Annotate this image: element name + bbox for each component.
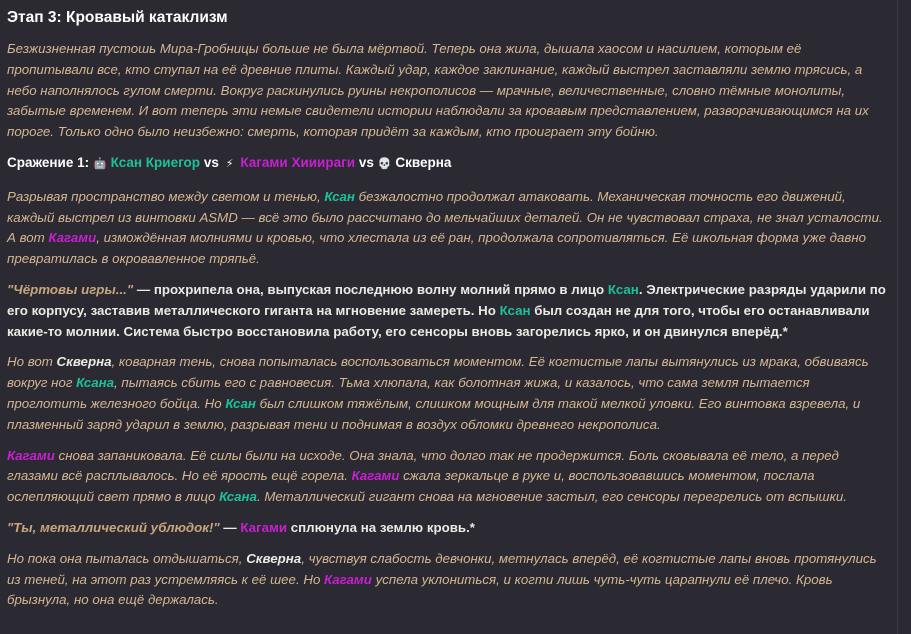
lightning-icon: ⚡ bbox=[225, 157, 234, 170]
intro-paragraph: Безжизненная пустошь Мира-Гробницы больше не была мёртвой. Теперь она жила, дышала хаосом и насилием, которым её пропитывали все, кто ступал на её древние плиты. Каждый удар, каждое заклинание, каждый выстрел заставляли землю трясись, а небо наполнялось гулом смерти. Вокруг раскинулись руины некрополисов — мрачные, величественные, словно тёмные монолиты, забытые временем. И вот теперь эти немые свидетели истории наблюдали за кровавым представлением, разворачивающимся на их пороге. Только одно было неизбежно: смерть, которая придёт за каждым, кто проиграет эту бойню. bbox=[7, 41, 869, 140]
name-xsan: Ксан bbox=[324, 188, 355, 204]
name-xsana: Ксана bbox=[219, 489, 257, 505]
skull-icon: 💀 bbox=[377, 157, 392, 170]
name-skverna: Скверна bbox=[56, 354, 112, 370]
battle-label: Сражение 1: bbox=[7, 154, 90, 170]
name-xsan: Ксан bbox=[499, 302, 531, 318]
quote: "Ты, металлический ублюдок!" bbox=[7, 519, 220, 535]
paragraph-5: "Ты, металлический ублюдок!" — Кагами сплюнула на землю кровь.* bbox=[7, 519, 475, 535]
name-skverna: Скверна bbox=[246, 550, 302, 566]
vs-label: vs bbox=[203, 154, 219, 170]
fighter-xsan: Ксан Криегор bbox=[110, 154, 201, 170]
scrollbar[interactable] bbox=[899, 0, 911, 634]
paragraph-4: Кагами снова запаниковала. Её силы были на исходе. Она знала, что долго так не продержится. Боль сковывала её тело, а перед глазами всё расплывалось. Но её ярость ещё горела. Кагами сжала зеркальце в руке и, воспользовавшись моментом, послала ослепляющий свет прямо в лицо Ксана. Металлический гигант снова на мгновение застыл, его сенсоры перегрелись от вспышки. bbox=[7, 447, 847, 505]
paragraph-1: Разрывая пространство между светом и тенью, Ксан безжалостно продолжал атаковать. Механическая точность его движений, каждый выстрел из винтовки ASMD — всё это было рассчитано до мельчайших деталей. Он не чувствовал страха, не знал усталости. А вот Кагами, измождённая молниями и кровью, что хлестала из её ран, продолжала сопротивляться. Её школьная форма уже давно превратилась в окровавленное тряпьё. bbox=[7, 188, 883, 267]
name-kagami: Кагами bbox=[48, 230, 97, 246]
name-kagami: Кагами bbox=[324, 571, 372, 587]
name-kagami: Кагами bbox=[351, 468, 400, 484]
stage-title: Этап 3: Кровавый катаклизм bbox=[7, 9, 228, 26]
name-kagami: Кагами bbox=[7, 447, 55, 463]
robot-icon: 🤖 bbox=[93, 157, 107, 170]
fighter-kagami: Кагами Хииираги bbox=[240, 154, 356, 170]
vs-label: vs bbox=[358, 154, 374, 170]
paragraph-3: Но вот Скверна, коварная тень, снова попыталась воспользоваться моментом. Её когтистые лапы вытянулись из мрака, обвиваясь вокруг ног Ксана, пытаясь сбить его с равновесия. Тьма хлюпала, как болотная жижа, и казалось, что сама земля пытается проглотить железного бойца. Но Ксан был слишком тяжёлым, слишком мощным для такой мелкой уловки. Его винтовка взревела, и плазменный заряд ударил в землю, разрывая тени и поднимая в воздух обломки древнего некрополиса. bbox=[7, 354, 869, 432]
battle-header bbox=[7, 153, 887, 175]
name-kagami: Кагами bbox=[240, 519, 287, 535]
paragraph-6: Но пока она пыталась отдышаться, Скверна, чувствуя слабость девчонки, метнулась вперёд, её когтистые лапы вновь протянулись из теней, на этот раз устремляясь к её шее. Но Кагами успела уклониться, и когти лишь чуть-чуть царапнули её плечо. Кровь брызнула, но она ещё держалась. bbox=[7, 550, 877, 608]
name-xsana: Ксана bbox=[76, 375, 115, 391]
quote: "Чёртовы игры..." bbox=[7, 281, 134, 297]
name-xsan: Ксан bbox=[225, 395, 256, 411]
fighter-skverna: Скверна bbox=[395, 154, 452, 170]
name-xsan: Ксан bbox=[607, 281, 639, 297]
paragraph-2: "Чёртовы игры..." — прохрипела она, выпуская последнюю волну молний прямо в лицо Ксан. Электрические разряды ударили по его корпусу, заставив металлического гиганта на мгновение замереть. Но Ксан был создан не для того, чтобы его останавливали какие-то молнии. Система быстро восстановила работу, его сенсоры вновь загорелись ярко, и он двинулся вперёд.* bbox=[7, 281, 886, 339]
